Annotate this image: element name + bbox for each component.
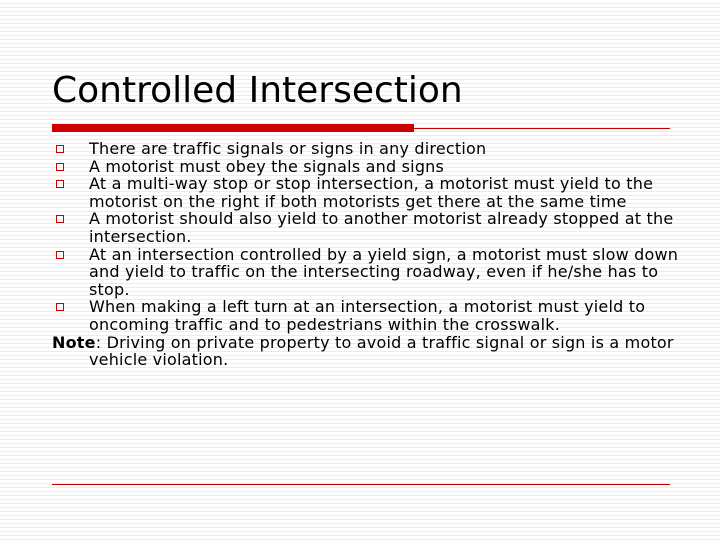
square-bullet-icon xyxy=(56,163,64,171)
bullet-item xyxy=(52,158,682,176)
bullet-text: A motorist should also yield to another motorist already stopped at the intersection. xyxy=(89,209,674,246)
square-bullet-icon xyxy=(56,145,64,153)
footer-rule xyxy=(52,484,670,485)
bullet-text: At a multi-way stop or stop intersection, a motorist must yield to the motorist on the right if both motorists get there at the same time xyxy=(89,174,654,211)
slide-body xyxy=(52,140,682,369)
slide-title: Controlled Intersection xyxy=(52,70,463,111)
bullet-text: A motorist must obey the signals and signs xyxy=(89,156,445,176)
title-underline-thick xyxy=(52,124,414,132)
note-text: : Driving on private property to avoid a traffic signal or sign is a motor vehicle violation. xyxy=(89,332,674,370)
bullet-text: At an intersection controlled by a yield sign, a motorist must slow down and yield to traffic on the intersecting roadway, even if he/she has to stop. xyxy=(89,244,679,299)
bullet-item xyxy=(52,210,682,245)
square-bullet-icon xyxy=(56,180,64,188)
bullet-text: When making a left turn at an intersection, a motorist must yield to oncoming traffic and to pedestrians within the crosswalk. xyxy=(89,297,646,334)
bullet-text: There are traffic signals or signs in any direction xyxy=(89,139,487,158)
bullet-item xyxy=(52,175,682,210)
square-bullet-icon xyxy=(56,251,64,259)
note-paragraph xyxy=(52,334,682,369)
bullet-item xyxy=(52,246,682,299)
square-bullet-icon xyxy=(56,303,64,311)
bullet-item xyxy=(52,298,682,333)
square-bullet-icon xyxy=(56,215,64,223)
bullet-item xyxy=(52,140,682,158)
note-label: Note xyxy=(52,332,96,352)
